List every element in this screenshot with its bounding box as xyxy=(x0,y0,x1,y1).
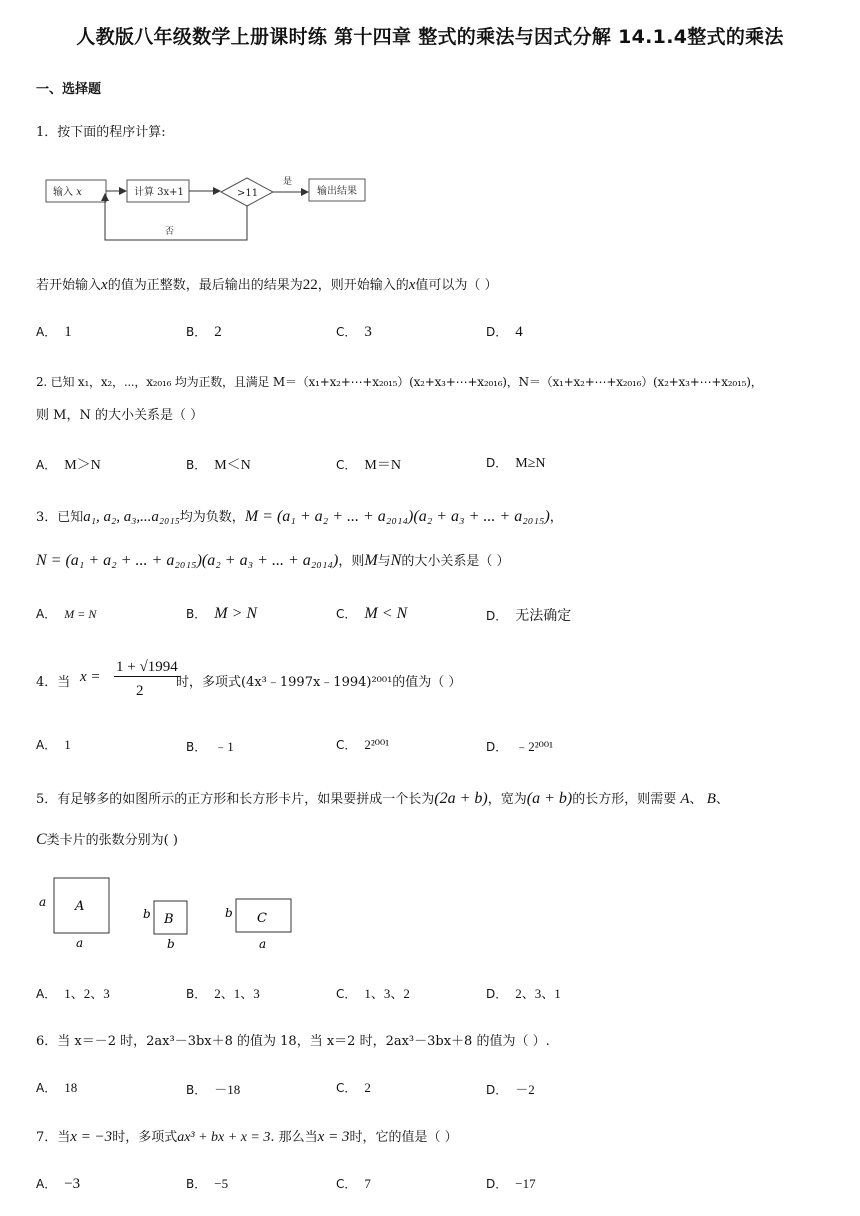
q6-option-a[interactable]: A． 18 xyxy=(36,1080,78,1095)
q3-formula-m: M = (a₁ + a₂ + ... + a₂₀₁₄)(a₂ + a₃ + ... + a₂₀₁₅) xyxy=(244,508,550,525)
q3-option-a[interactable]: A． M = N xyxy=(36,607,97,621)
q6-option-d[interactable]: D． －2 xyxy=(486,1082,535,1097)
q3-text-d: ，则 xyxy=(338,554,365,569)
q7-condition-1: x = −3 xyxy=(70,1129,113,1145)
flow-compute-box xyxy=(127,180,189,202)
q5-text-a: 5．有足够多的如图所示的正方形和长方形卡片，如果要拼成一个长为 xyxy=(36,792,435,807)
q7-text-d: 时，它的值是（ ） xyxy=(349,1130,458,1145)
card-b-label: B xyxy=(164,912,174,927)
q5-sep-1: 、 xyxy=(689,792,703,807)
q5-option-a[interactable]: A． 1、2、3 xyxy=(36,986,110,1001)
q5-option-b[interactable]: B． 2、1、3 xyxy=(186,986,260,1001)
question-2-line1: 2. 已知 x₁，x₂，⋯，x₂₀₁₆ 均为正数，且满足 M＝（x₁+x₂+⋯+x₂₀₁₅）(x₂+x₃+⋯+x₂₀₁₆)，N＝（x₁+x₂+⋯+x₂₀₁₆）(x₂+x₃+⋯+x₂₀₁₅)， xyxy=(36,375,763,389)
card-c-label: C xyxy=(257,911,267,926)
q3-option-b[interactable]: B． M > N xyxy=(186,605,258,622)
q1-text-a: 若开始输入 xyxy=(36,278,102,293)
question-7-stem xyxy=(36,1126,458,1146)
q6-option-c[interactable]: C． 2 xyxy=(336,1080,371,1095)
q5-text-c: 的长方形，则需要 xyxy=(572,792,677,807)
question-3-line1 xyxy=(36,506,563,526)
question-3-line2 xyxy=(36,550,509,570)
flow-input-box xyxy=(46,180,106,202)
question-5-line2 xyxy=(36,829,178,849)
q2-option-c[interactable]: C． M＝N xyxy=(336,458,401,473)
q4-suffix: 时，多项式(4x³﹣1997x﹣1994)²⁰⁰¹的值为（ ） xyxy=(176,675,462,690)
q6-option-b[interactable]: B． －18 xyxy=(186,1082,241,1097)
q1-flowchart xyxy=(40,170,380,248)
card-a-side: a xyxy=(39,895,47,909)
q7-text-b: 时，多项式 xyxy=(112,1130,178,1145)
q3-formula-n: N = (a₁ + a₂ + ... + a₂₀₁₅)(a₂ + a₃ + ... + a₂₀₁₄) xyxy=(36,552,339,569)
card-b-side: b xyxy=(143,907,151,921)
q5-text-b: ，宽为 xyxy=(487,792,527,807)
q7-condition-2: x = 3 xyxy=(317,1129,350,1145)
q5-length: (2a + b) xyxy=(434,790,488,807)
q7-option-b[interactable]: B． −5 xyxy=(186,1176,229,1191)
q3-sequence: a₁, a₂, a₃,...a₂₀₁₅ xyxy=(83,509,180,525)
flow-input-var: x xyxy=(76,187,82,198)
q4-option-c[interactable]: C． 2²⁰⁰¹ xyxy=(336,737,390,752)
q5-option-c[interactable]: C． 1、3、2 xyxy=(336,986,410,1001)
q1-text-c: ，则开始输入的 xyxy=(317,278,409,293)
q1-var-x2: x xyxy=(408,277,416,293)
question-5-line1 xyxy=(36,788,729,808)
q3-text-b: 均为负数， xyxy=(179,510,245,525)
q4-options xyxy=(36,736,816,756)
q1-text-d: 值可以为（ ） xyxy=(415,278,498,293)
q4-option-a[interactable]: A． 1 xyxy=(36,737,71,752)
flow-condition-diamond xyxy=(221,178,273,206)
q3-var-m: M xyxy=(364,552,378,569)
q4-option-d[interactable]: D． ﹣2²⁰⁰¹ xyxy=(486,739,553,754)
question-2-line2: 则 M，N 的大小关系是（ ） xyxy=(36,408,204,423)
flow-condition-label: >11 xyxy=(237,188,259,199)
q3-option-d[interactable]: D． 无法确定 xyxy=(486,609,572,624)
q1-options xyxy=(36,323,816,343)
q6-options xyxy=(36,1079,816,1099)
q7-option-c[interactable]: C． 7 xyxy=(336,1176,371,1191)
question-6-stem: 6．当 x＝－2 时，2ax³－3bx＋8 的值为 18，当 x＝2 时，2ax³－3bx＋8 的值为（ ）. xyxy=(36,1034,550,1049)
q3-option-c[interactable]: C． M < N xyxy=(336,605,408,622)
q4-x-equals: x = xyxy=(80,669,101,685)
q7-options xyxy=(36,1175,816,1195)
q7-polynomial: ax³ + bx + x = 3 xyxy=(177,1130,271,1145)
q5-card-figure xyxy=(36,870,306,954)
q5-width: (a + b) xyxy=(526,790,573,807)
flow-output-box xyxy=(309,179,365,201)
q3-text-e: 与 xyxy=(377,554,391,569)
q3-text-f: 的大小关系是（ ） xyxy=(401,554,510,569)
q3-text-c: ， xyxy=(549,510,563,525)
q7-text-a: 7．当 xyxy=(36,1130,71,1145)
flow-output-label: 输出结果 xyxy=(317,186,357,197)
q7-text-c: . 那么当 xyxy=(270,1130,318,1145)
q4-numerator: 1 + √1994 xyxy=(116,659,178,675)
q2-option-d[interactable]: D． M≥N xyxy=(486,456,546,471)
card-a-bottom: a xyxy=(76,936,84,950)
flow-no-label: 否 xyxy=(165,227,175,237)
q3-text-a: 3．已知 xyxy=(36,510,84,525)
q2-options xyxy=(36,454,816,474)
q5-options xyxy=(36,983,816,1003)
q4-denominator: 2 xyxy=(136,683,144,699)
card-a xyxy=(39,878,109,950)
page-title: 人教版八年级数学上册课时练 第十四章 整式的乘法与因式分解 14.1.4整式的乘法 xyxy=(76,26,784,48)
q2-option-a[interactable]: A． M＞N xyxy=(36,458,101,473)
card-b xyxy=(143,901,187,951)
q4-prefix: 4．当 xyxy=(36,675,71,690)
q1-option-a[interactable]: A． 1 xyxy=(36,324,72,340)
question-1-text xyxy=(36,274,498,294)
q5-var-c: C xyxy=(36,831,47,848)
card-c-bottom: a xyxy=(259,937,267,951)
q5-var-b: B xyxy=(706,791,716,807)
q1-option-c[interactable]: C． 3 xyxy=(336,324,372,340)
q5-option-d[interactable]: D． 2、3、1 xyxy=(486,986,561,1001)
flow-input-label: 输入 xyxy=(53,187,73,198)
q5-text-d: 类卡片的张数分别为( ) xyxy=(46,833,178,848)
section-heading: 一、选择题 xyxy=(36,82,102,97)
q7-option-a[interactable]: A． −3 xyxy=(36,1176,81,1192)
q3-options xyxy=(36,605,816,625)
q4-option-b[interactable]: B． ﹣1 xyxy=(186,739,234,754)
q7-option-d[interactable]: D． −17 xyxy=(486,1176,536,1191)
q1-option-b[interactable]: B． 2 xyxy=(186,324,222,340)
flow-yes-label: 是 xyxy=(283,177,293,187)
card-a-label: A xyxy=(75,899,85,914)
q3-var-n: N xyxy=(390,552,402,569)
q1-option-d[interactable]: D． 4 xyxy=(486,324,523,340)
card-c-side: b xyxy=(225,906,233,920)
card-c xyxy=(225,899,291,951)
q1-text-b: 的值为正整数，最后输出的结果为 xyxy=(107,278,303,293)
q1-number: 22 xyxy=(302,277,318,293)
question-1-stem: 1．按下面的程序计算: xyxy=(36,125,166,140)
q2-option-b[interactable]: B． M＜N xyxy=(186,458,251,473)
svg-text:输入 x xyxy=(53,185,82,198)
card-b-bottom: b xyxy=(167,937,175,951)
flow-compute-label: 计算 3x+1 xyxy=(134,187,184,198)
q5-sep-2: 、 xyxy=(715,792,729,807)
q1-var-x: x xyxy=(101,277,108,293)
q5-var-a: A xyxy=(680,791,690,807)
